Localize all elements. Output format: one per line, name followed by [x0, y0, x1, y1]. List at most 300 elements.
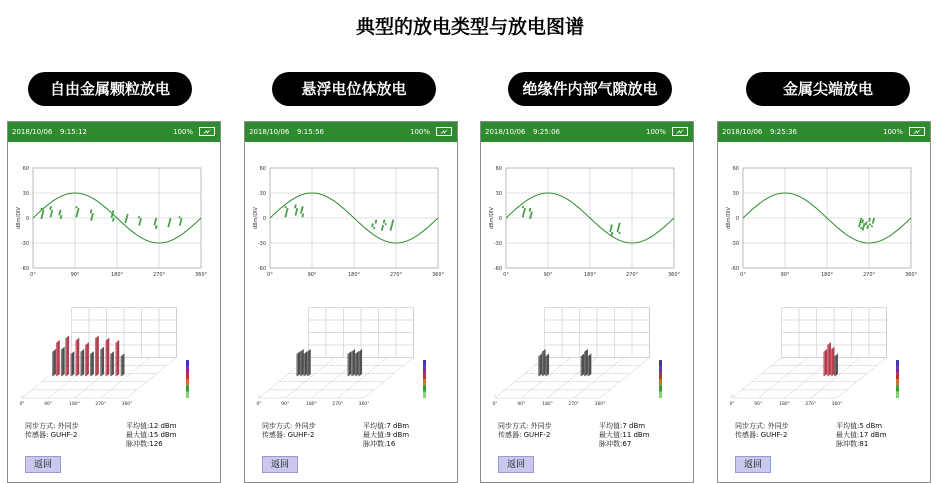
avg-label: 平均值:	[836, 422, 860, 430]
pd-pulse-point	[111, 214, 113, 216]
phase-tick-label: 90°	[44, 402, 53, 407]
color-scale-segment	[659, 373, 662, 379]
max-label: 最大值:	[363, 431, 387, 439]
pd-pulse-point	[76, 206, 78, 208]
phase-bar-side	[95, 337, 97, 376]
pd-pulse-point	[867, 225, 869, 227]
phase-bar	[836, 354, 838, 376]
pd-pulse-point	[169, 220, 171, 222]
pd-pulse-point	[301, 210, 303, 212]
status-time: 9:15:12	[60, 128, 87, 136]
max-value: 9 dBm	[386, 431, 410, 439]
pd-pulse-point	[382, 227, 384, 229]
pd-pulse-point	[127, 214, 129, 216]
x-tick-label: 360°	[904, 272, 918, 278]
prpd-chart	[718, 160, 930, 420]
pd-pulse-point	[391, 223, 393, 225]
phase-bar	[57, 340, 59, 376]
color-scale-segment	[896, 379, 899, 385]
phase-bar-side	[65, 337, 67, 376]
pd-pulse-point	[381, 229, 383, 231]
color-scale-segment	[659, 366, 662, 372]
phase-bar	[360, 349, 362, 376]
pd-pulse-point	[392, 221, 394, 223]
pd-pulse-point	[180, 222, 182, 224]
phase-tick-label: 90°	[517, 402, 526, 407]
x-tick-label: 0°	[30, 272, 36, 278]
pd-pulse-point	[301, 208, 303, 210]
pd-pulse-point	[618, 227, 620, 229]
phase-bar-side	[100, 349, 102, 377]
pulse-value: 16	[386, 440, 396, 448]
battery-percent: 100%	[172, 128, 193, 136]
phase-bar-side	[75, 340, 77, 377]
pd-pulse-point	[872, 222, 874, 224]
pd-pulse-point	[611, 225, 613, 227]
sensor-text: 传感器: GUHF-2	[262, 431, 315, 439]
y-tick-label: 60	[259, 166, 266, 172]
pd-pulse-point	[375, 222, 377, 224]
pd-pulse-point	[126, 218, 128, 220]
phase-bar-side	[542, 351, 544, 376]
pd-pulse-point	[92, 213, 94, 215]
avg-label: 平均值:	[599, 422, 623, 430]
phase-bar-side	[90, 353, 92, 376]
y-tick-label: -60	[20, 266, 29, 272]
phase-bar	[349, 351, 351, 375]
phase-bar	[72, 351, 74, 375]
x-tick-label: 270°	[862, 272, 876, 278]
pulse-label: 脉冲数:	[363, 440, 387, 448]
avg-value-row	[363, 422, 409, 431]
status-time: 9:25:06	[533, 128, 560, 136]
phase-bar	[122, 354, 124, 376]
phase-bar-side	[52, 351, 54, 376]
pd-pulse-point	[42, 213, 44, 215]
pd-pulse-point	[860, 220, 862, 222]
battery-percent: 100%	[882, 128, 903, 136]
x-tick-label: 180°	[583, 272, 597, 278]
x-tick-label: 0°	[267, 272, 273, 278]
phase-bar-side	[300, 351, 302, 376]
color-scale-segment	[423, 392, 426, 398]
color-scale-segment	[186, 392, 189, 398]
battery-percent: 100%	[645, 128, 666, 136]
phase-bar	[301, 349, 303, 376]
pd-pulse-point	[609, 230, 611, 232]
pd-pulse-point	[90, 219, 92, 221]
info-right	[599, 422, 650, 449]
phase-bar-side	[834, 355, 836, 376]
phase-bar-side	[110, 353, 112, 376]
pd-pulse-point	[390, 229, 392, 231]
pd-pulse-point	[383, 220, 385, 222]
info-right	[363, 422, 409, 449]
pd-pulse-point	[286, 212, 288, 214]
pd-pulse-point	[611, 232, 613, 234]
pd-pulse-point	[383, 221, 385, 223]
pd-pulse-point	[155, 218, 157, 220]
phase-bar	[829, 342, 831, 375]
pd-pulse-point	[285, 206, 287, 208]
phase-tick-label: 180°	[779, 402, 790, 407]
pd-pulse-point	[300, 212, 302, 214]
pd-pulse-point	[154, 222, 156, 224]
x-tick-label: 270°	[389, 272, 403, 278]
pd-pulse-point	[126, 216, 128, 218]
phase-tick-label: 90°	[754, 402, 763, 407]
pd-pulse-point	[285, 215, 287, 217]
pd-pulse-point	[390, 227, 392, 229]
pd-pulse-point	[286, 210, 288, 212]
x-tick-label: 180°	[820, 272, 834, 278]
phase-bar-side	[581, 355, 583, 376]
pd-pulse-point	[618, 225, 620, 227]
pd-pulse-point	[43, 210, 45, 212]
avg-value-row	[599, 422, 650, 431]
phase-bar-side	[823, 351, 825, 376]
floor-grid	[338, 358, 388, 399]
pd-pulse-point	[41, 215, 43, 217]
phase-bar-side	[584, 351, 586, 376]
info-left	[498, 422, 552, 440]
color-scale-segment	[186, 373, 189, 379]
y-axis-label: dBm/DIV	[253, 207, 259, 229]
phase-bar	[589, 354, 591, 376]
device-screen-panel	[717, 121, 931, 483]
back-button[interactable]: 返回	[25, 456, 61, 473]
y-tick-label: 0	[498, 216, 502, 222]
pd-pulse-point	[295, 205, 297, 207]
color-scale-segment	[186, 360, 189, 366]
pd-pulse-point	[391, 225, 393, 227]
y-tick-label: -60	[730, 266, 739, 272]
phase-bar-side	[588, 355, 590, 376]
info-left	[735, 422, 789, 440]
discharge-type-pill: 绝缘件内部气隙放电	[508, 72, 672, 106]
pd-pulse-point	[78, 208, 80, 210]
max-value-row	[126, 431, 177, 440]
phase-tick-label: 270°	[805, 402, 817, 407]
avg-label: 平均值:	[126, 422, 150, 430]
pd-pulse-point	[873, 218, 875, 220]
pd-pulse-point	[371, 225, 373, 227]
phase-bar-side	[347, 353, 349, 376]
max-label: 最大值:	[836, 431, 860, 439]
phase-bar-side	[85, 344, 87, 376]
pd-pulse-point	[60, 215, 62, 217]
pulse-value: 67	[622, 440, 632, 448]
pd-pulse-point	[529, 217, 531, 219]
phase-bar	[67, 336, 69, 376]
phase-bar-side	[121, 355, 123, 376]
y-tick-label: 0	[735, 216, 739, 222]
back-button[interactable]: 返回	[498, 456, 534, 473]
pd-pulse-point	[385, 223, 387, 225]
pd-pulse-point	[140, 218, 142, 220]
phase-bar	[547, 354, 549, 376]
pulse-value: 126	[149, 440, 163, 448]
pd-pulse-point	[125, 219, 127, 221]
phase-tick-label: 270°	[332, 402, 344, 407]
discharge-type-pill: 金属尖端放电	[746, 72, 910, 106]
phase-bar-side	[538, 355, 540, 376]
pd-pulse-point	[523, 214, 525, 216]
pd-pulse-point	[392, 220, 394, 222]
phase-bar	[356, 351, 358, 375]
pd-pulse-point	[619, 223, 621, 225]
color-scale-segment	[659, 392, 662, 398]
pd-pulse-point	[169, 218, 171, 220]
pd-pulse-point	[41, 208, 43, 210]
max-value: 11 dBm	[622, 431, 650, 439]
color-scale-segment	[896, 392, 899, 398]
pd-pulse-point	[155, 227, 157, 229]
info-right	[126, 422, 177, 449]
pd-pulse-point	[125, 221, 127, 223]
y-tick-label: 30	[495, 191, 502, 197]
lightning-icon	[437, 128, 451, 135]
pd-pulse-point	[155, 220, 157, 222]
pd-pulse-point	[869, 224, 871, 226]
sync-mode-text: 同步方式: 外同步	[735, 422, 789, 430]
phase-tick-label: 0°	[729, 402, 735, 407]
y-tick-label: -30	[493, 241, 502, 247]
pd-pulse-point	[862, 220, 864, 222]
x-tick-label: 90°	[70, 272, 80, 278]
pd-pulse-point	[139, 224, 141, 226]
phase-bar	[543, 349, 545, 376]
pd-pulse-point	[295, 214, 297, 216]
pd-pulse-point	[375, 220, 377, 222]
pd-pulse-point	[859, 223, 861, 225]
pd-pulse-point	[872, 220, 874, 222]
pd-pulse-point	[111, 216, 113, 218]
pd-pulse-point	[619, 232, 621, 234]
pd-pulse-point	[113, 218, 115, 220]
pd-pulse-point	[59, 212, 61, 214]
phase-bar-side	[105, 340, 107, 377]
avg-value: 12 dBm	[149, 422, 177, 430]
pd-pulse-point	[530, 215, 532, 217]
pd-pulse-point	[138, 216, 140, 218]
device-screen-panel	[480, 121, 694, 483]
pd-pulse-point	[59, 213, 61, 215]
pd-pulse-point	[76, 215, 78, 217]
battery-charging-icon	[199, 127, 215, 136]
pd-pulse-point	[869, 218, 871, 220]
pd-pulse-point	[302, 206, 304, 208]
pd-pulse-point	[530, 213, 532, 215]
pd-pulse-point	[862, 227, 864, 229]
phase-bar-side	[115, 342, 117, 376]
back-button[interactable]: 返回	[262, 456, 298, 473]
phase-tick-label: 270°	[568, 402, 580, 407]
battery-percent: 100%	[409, 128, 430, 136]
y-tick-label: 0	[25, 216, 29, 222]
pd-pulse-point	[139, 222, 141, 224]
pd-pulse-point	[59, 210, 61, 212]
pd-pulse-point	[90, 210, 92, 212]
pulse-label: 脉冲数:	[126, 440, 150, 448]
pd-pulse-point	[295, 212, 297, 214]
phase-bar-side	[358, 351, 360, 376]
pd-pulse-point	[287, 208, 289, 210]
main-title: 典型的放电类型与放电图谱	[355, 16, 584, 38]
lightning-icon	[200, 128, 214, 135]
sensor-text: 传感器: GUHF-2	[735, 431, 788, 439]
max-value-row	[599, 431, 650, 440]
pd-pulse-point	[168, 225, 170, 227]
pd-pulse-point	[90, 211, 92, 213]
pd-pulse-point	[296, 208, 298, 210]
y-tick-label: 60	[22, 166, 29, 172]
phase-bar-side	[70, 353, 72, 376]
pd-pulse-point	[529, 210, 531, 212]
avg-value-row	[126, 422, 177, 431]
sync-mode-text: 同步方式: 外同步	[25, 422, 79, 430]
device-screen-panel	[244, 121, 458, 483]
status-bar	[481, 122, 693, 142]
x-tick-label: 360°	[667, 272, 681, 278]
prpd-chart	[481, 160, 693, 420]
pulse-value: 81	[859, 440, 869, 448]
pd-pulse-point	[76, 214, 78, 216]
phase-bar	[825, 349, 827, 376]
pd-pulse-point	[112, 210, 114, 212]
max-value: 17 dBm	[859, 431, 887, 439]
pd-pulse-point	[156, 225, 158, 227]
pd-pulse-point	[179, 216, 181, 218]
status-bar	[245, 122, 457, 142]
pd-pulse-point	[610, 226, 612, 228]
pd-pulse-point	[51, 210, 53, 212]
avg-value: 7 dBm	[622, 422, 646, 430]
phase-bar	[92, 351, 94, 375]
pd-pulse-point	[154, 223, 156, 225]
phase-bar	[305, 351, 307, 375]
color-scale-segment	[896, 366, 899, 372]
y-tick-label: -60	[257, 266, 266, 272]
floor-grid	[758, 358, 808, 399]
pulse-count-row	[836, 440, 887, 449]
pulse-label: 脉冲数:	[599, 440, 623, 448]
phase-bar	[107, 338, 109, 376]
pd-pulse-point	[296, 210, 298, 212]
y-tick-label: -30	[257, 241, 266, 247]
y-tick-label: 30	[732, 191, 739, 197]
pd-pulse-point	[524, 208, 526, 210]
pd-pulse-point	[610, 228, 612, 230]
lightning-icon	[910, 128, 924, 135]
pd-pulse-point	[77, 212, 79, 214]
phase-bar	[54, 349, 56, 376]
x-tick-label: 90°	[543, 272, 553, 278]
floor-grid	[600, 358, 650, 399]
status-time: 9:25:36	[770, 128, 797, 136]
phase-bar-side	[307, 351, 309, 376]
pulse-count-row	[599, 440, 650, 449]
pd-pulse-point	[60, 217, 62, 219]
phase-bar-side	[61, 349, 63, 377]
pd-pulse-point	[529, 208, 531, 210]
pd-pulse-point	[285, 214, 287, 216]
pulse-count-row	[126, 440, 177, 449]
x-tick-label: 90°	[307, 272, 317, 278]
color-scale-segment	[659, 360, 662, 366]
x-tick-label: 180°	[110, 272, 124, 278]
device-screen-panel	[7, 121, 221, 483]
color-scale-segment	[186, 379, 189, 385]
pd-pulse-point	[50, 214, 52, 216]
pd-pulse-point	[617, 230, 619, 232]
pd-pulse-point	[51, 212, 53, 214]
pd-pulse-point	[181, 218, 183, 220]
color-scale-segment	[896, 360, 899, 366]
phase-tick-label: 360°	[594, 402, 606, 407]
y-axis-label: dBm/DIV	[489, 207, 495, 229]
x-tick-label: 270°	[152, 272, 166, 278]
info-right	[836, 422, 887, 449]
sync-mode-text: 同步方式: 外同步	[498, 422, 552, 430]
color-scale-segment	[896, 385, 899, 391]
y-tick-label: 60	[495, 166, 502, 172]
pulse-label: 脉冲数:	[836, 440, 860, 448]
pd-pulse-point	[871, 225, 873, 227]
floor-grid	[732, 358, 782, 399]
phase-tick-label: 360°	[831, 402, 843, 407]
pd-pulse-point	[858, 225, 860, 227]
pd-pulse-point	[523, 210, 525, 212]
max-value: 15 dBm	[149, 431, 177, 439]
pd-pulse-point	[302, 215, 304, 217]
sync-mode-text: 同步方式: 外同步	[262, 422, 316, 430]
y-tick-label: 30	[22, 191, 29, 197]
pd-pulse-point	[91, 215, 93, 217]
avg-value: 7 dBm	[386, 422, 410, 430]
color-scale-segment	[423, 366, 426, 372]
phase-tick-label: 180°	[542, 402, 553, 407]
color-scale-segment	[423, 379, 426, 385]
y-tick-label: 30	[259, 191, 266, 197]
y-tick-label: 0	[262, 216, 266, 222]
back-button[interactable]: 返回	[735, 456, 771, 473]
status-date: 2018/10/06	[12, 128, 53, 136]
pd-pulse-point	[50, 215, 52, 217]
max-label: 最大值:	[126, 431, 150, 439]
floor-grid	[127, 358, 177, 399]
phase-bar-side	[355, 353, 357, 376]
max-label: 最大值:	[599, 431, 623, 439]
x-tick-label: 0°	[740, 272, 746, 278]
phase-bar-side	[296, 353, 298, 376]
sensor-text: 传感器: GUHF-2	[498, 431, 551, 439]
phase-bar	[87, 342, 89, 375]
phase-bar	[82, 349, 84, 376]
pd-pulse-point	[523, 212, 525, 214]
phase-bar	[832, 347, 834, 376]
pd-pulse-point	[860, 227, 862, 229]
pd-pulse-point	[862, 229, 864, 231]
phase-bar-side	[303, 353, 305, 376]
avg-value-row	[836, 422, 887, 431]
pd-pulse-point	[302, 214, 304, 216]
max-value-row	[836, 431, 887, 440]
y-tick-label: 60	[732, 166, 739, 172]
pd-pulse-point	[372, 223, 374, 225]
color-scale-segment	[423, 360, 426, 366]
color-scale-segment	[186, 385, 189, 391]
